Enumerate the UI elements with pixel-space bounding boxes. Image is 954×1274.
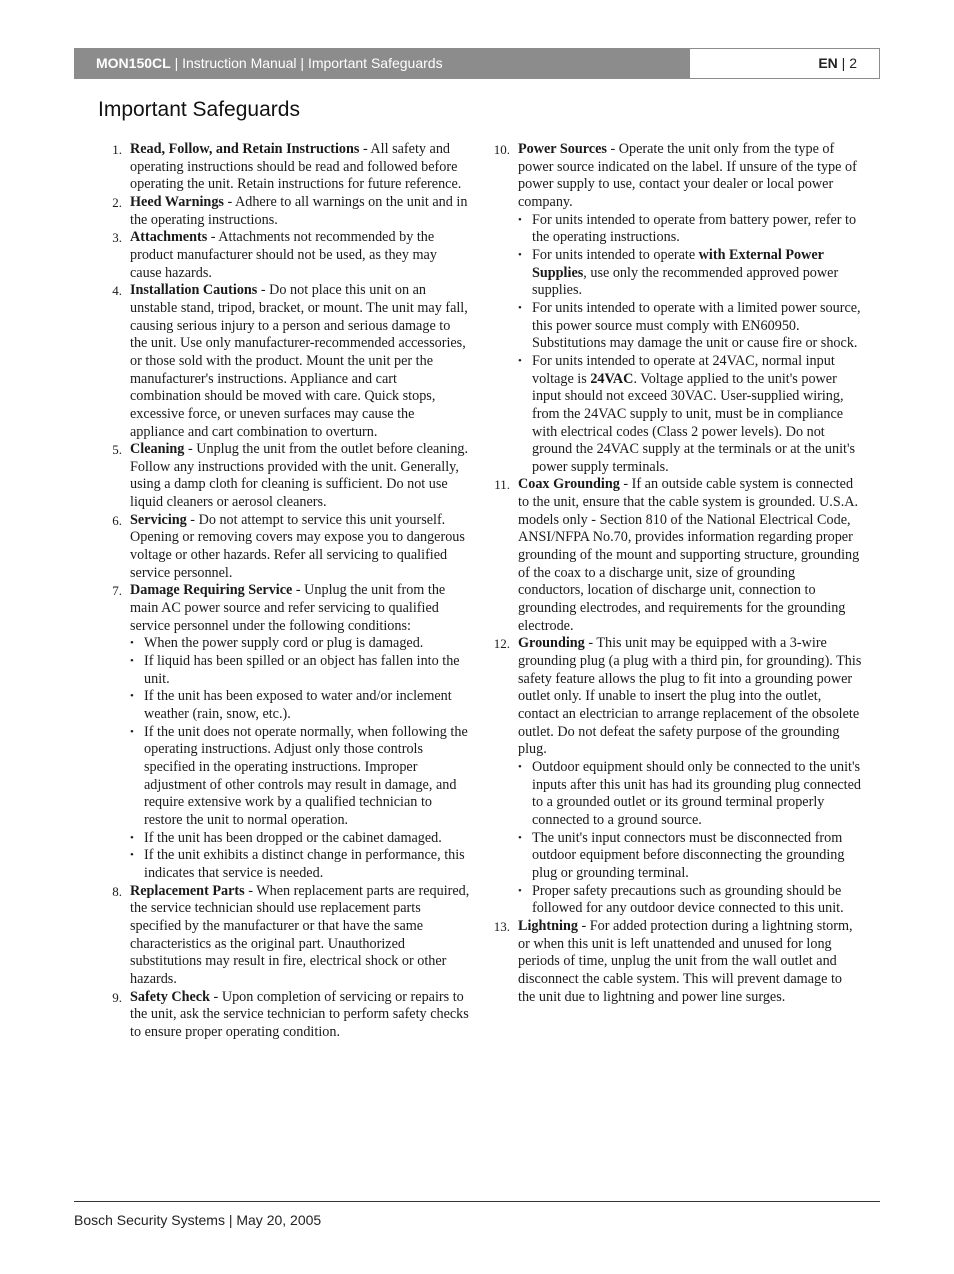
item-text: - Attachments not recommended by the product manufacturer should not be used, as they may cause hazards. bbox=[130, 229, 437, 281]
item-text: - Operate the unit only from the type of power source indicated on the label. If unsure of the type of power supply to use, contact your dealer or local power company. bbox=[518, 141, 857, 210]
bullet-text: For units intended to operate from battery power, refer to the operating instructions. bbox=[532, 211, 857, 246]
item-number: 7. bbox=[112, 583, 122, 599]
item-text: - This unit may be equipped with a 3-wire grounding plug (a plug with a third pin, for grounding). This safety feature allows the plug to fit into a grounding power outlet only. If unable to insert the plug into the outlet, contact an electrician to arrange replacement of the obsolete outlet. Do not defeat the safety purpose of the grounding plug. bbox=[518, 635, 862, 758]
bullet-item: • The unit's input connectors must be disconnected from outdoor equipment before disconnecting the grounding plug or grounding terminal. bbox=[518, 830, 862, 883]
safeguard-item bbox=[488, 141, 862, 476]
bullet-text: For units intended to operate with a limited power source, this power source must comply with EN60950. Substitutions may damage the unit or cause fire or shock. bbox=[532, 299, 861, 352]
item-text: - Upon completion of servicing or repairs to the unit, ask the service technician to perform safety checks to ensure proper operating condition. bbox=[130, 988, 469, 1040]
safeguard-item bbox=[100, 229, 470, 282]
item-term: Attachments bbox=[130, 229, 208, 246]
left-column bbox=[100, 141, 470, 1041]
bullet-emphasis: with External Power Supplies bbox=[532, 246, 824, 281]
condition-list bbox=[130, 635, 470, 882]
header-manual: Instruction Manual bbox=[182, 55, 297, 71]
bullet-item bbox=[518, 353, 862, 477]
item-term: Read, Follow, and Retain Instructions bbox=[130, 141, 360, 157]
item-term: Safety Check bbox=[130, 988, 210, 1005]
safeguard-item bbox=[100, 141, 470, 194]
bullet-item: • Proper safety precautions such as grounding should be followed for any outdoor device connected to this unit. bbox=[518, 883, 862, 918]
item-term: Heed Warnings bbox=[130, 193, 224, 210]
safeguard-item bbox=[100, 282, 470, 441]
item-term: Lightning bbox=[518, 917, 578, 934]
bullet-text: . Voltage applied to the unit's power input should not exceed 30VAC. User-supplied wiring, from the 24VAC supply to unit, must be in compliance with electrical codes (Class 2 power levels). Do not ground the 24VAC supply at the terminals or at the unit's power supply terminals. bbox=[532, 370, 856, 475]
item-text: - Unplug the unit from the outlet before cleaning. Follow any instructions provided with the unit. Generally, using a damp cloth for cleaning is sufficient. Do not use liquid cleaners or aerosol cleaners. bbox=[130, 441, 469, 511]
grounding-list bbox=[518, 759, 862, 918]
item-text: - When replacement parts are required, the service technician should use replacement parts specified by the manufacturer or that have the same characteristics as the original part. Unauthorized substitutions may result in fire, electrical shock or other hazards. bbox=[130, 882, 470, 987]
header-model: MON150CL bbox=[96, 55, 171, 71]
item-number: 1. bbox=[112, 142, 122, 157]
bullet-item: • If the unit does not operate normally, when following the operating instructions. Adjust only those controls specified in the operating instructions. Improper adjustment of other controls may result in damage, and require extensive work by a qualified technician to restore the unit to normal operation. bbox=[130, 724, 470, 830]
item-term: Replacement Parts bbox=[130, 882, 245, 899]
item-number: 2. bbox=[112, 194, 122, 210]
item-number: 9. bbox=[112, 989, 122, 1005]
safeguard-item bbox=[488, 918, 862, 1006]
item-number: 13. bbox=[493, 918, 510, 934]
page-header bbox=[74, 48, 880, 79]
item-text: - For added protection during a lightning storm, or when this unit is left unattended and unused for long periods of time, unplug the unit from the wall outlet and disconnect the cable system. This will prevent damage to the unit due to lightning and power line surges. bbox=[518, 917, 853, 1005]
item-term: Coax Grounding bbox=[518, 476, 620, 493]
header-language: EN bbox=[818, 55, 838, 71]
header-bar bbox=[74, 48, 690, 79]
safeguard-item bbox=[100, 582, 470, 882]
bullet-text: For units intended to operate at 24VAC, normal input voltage is bbox=[532, 352, 835, 387]
item-text: - All safety and operating instructions should be read and followed before operating the unit. Retain instructions for future reference. bbox=[130, 141, 462, 193]
item-term: Servicing bbox=[130, 511, 187, 528]
safeguard-item bbox=[100, 883, 470, 989]
item-number: 8. bbox=[112, 883, 122, 899]
item-number: 4. bbox=[112, 283, 122, 299]
safeguard-item bbox=[100, 194, 470, 229]
safeguard-item bbox=[488, 476, 862, 635]
item-number: 12. bbox=[493, 636, 510, 652]
bullet-item bbox=[518, 300, 862, 353]
page-number: 2 bbox=[849, 55, 857, 71]
bullet-item bbox=[518, 247, 862, 300]
bullet-item: • If the unit exhibits a distinct change in performance, this indicates that service is needed. bbox=[130, 847, 470, 882]
bullet-text: , use only the recommended approved power supplies. bbox=[532, 264, 839, 299]
item-term: Installation Cautions bbox=[130, 282, 258, 299]
bullet-item: • If liquid has been spilled or an object has fallen into the unit. bbox=[130, 653, 470, 688]
item-number: 10. bbox=[493, 142, 510, 157]
header-separator: | bbox=[296, 55, 308, 71]
power-source-list bbox=[518, 212, 862, 477]
item-term: Cleaning bbox=[130, 441, 185, 458]
item-number: 6. bbox=[112, 512, 122, 528]
bullet-item: • If the unit has been exposed to water and/or inclement weather (rain, snow, etc.). bbox=[130, 688, 470, 723]
bullet-emphasis: 24VAC bbox=[590, 370, 634, 387]
item-term: Damage Requiring Service bbox=[130, 582, 293, 599]
item-term: Grounding bbox=[518, 635, 585, 652]
bullet-item: • If the unit has been dropped or the cabinet damaged. bbox=[130, 830, 470, 848]
header-breadcrumb bbox=[96, 48, 443, 79]
bullet-item bbox=[518, 212, 862, 247]
item-number: 11. bbox=[494, 477, 510, 493]
item-text: - Do not place this unit on an unstable stand, tripod, bracket, or mount. The unit may fall, causing serious injury to a person and serious damage to the unit. Use only manufacturer-recommended accessories, or those sold with the product. Mount the unit per the manufacturer's instructions. Appliance and cart combination should be moved with care. Quick stops, excessive force, or uneven surfaces may cause the appliance and cart combination to overturn. bbox=[130, 282, 468, 440]
safeguard-item bbox=[100, 989, 470, 1042]
page-title: Important Safeguards bbox=[98, 98, 300, 121]
bullet-item: • Outdoor equipment should only be connected to the unit's inputs after this unit has had its grounding plug connected to a grounded outlet or its ground terminal properly connected to a ground source. bbox=[518, 759, 862, 830]
item-term: Power Sources bbox=[518, 141, 607, 157]
header-separator: | bbox=[837, 55, 850, 71]
item-text: - Adhere to all warnings on the unit and in the operating instructions. bbox=[130, 193, 468, 228]
header-page-box bbox=[690, 48, 880, 79]
footer-divider bbox=[74, 1201, 880, 1202]
right-column bbox=[488, 141, 862, 1006]
safeguard-item bbox=[100, 512, 470, 583]
header-page-info bbox=[818, 49, 857, 78]
page-footer: Bosch Security Systems | May 20, 2005 bbox=[74, 1212, 322, 1228]
safeguard-item bbox=[488, 635, 862, 918]
item-text: - If an outside cable system is connected to the unit, ensure that the cable system is grounded. U.S.A. models only - Section 810 of the National Electrical Code, ANSI/NFPA No.70, provides information regarding proper grounding of the mount and supporting structure, grounding of the coax to a discharge unit, size of grounding conductors, location of discharge unit, connection to grounding electrodes, and requirements for the grounding electrode. bbox=[518, 476, 860, 634]
header-section: Important Safeguards bbox=[307, 55, 443, 71]
item-text: - Unplug the unit from the main AC power source and refer servicing to qualified service personnel under the following conditions: bbox=[130, 582, 446, 634]
item-number: 3. bbox=[112, 230, 122, 246]
item-number: 5. bbox=[112, 442, 122, 458]
safeguard-list-left bbox=[100, 141, 470, 1041]
bullet-item: • When the power supply cord or plug is damaged. bbox=[130, 635, 470, 653]
header-separator: | bbox=[170, 55, 183, 71]
item-text: - Do not attempt to service this unit yourself. Opening or removing covers may expose you to dangerous voltage or other hazards. Refer all servicing to qualified service personnel. bbox=[130, 511, 465, 581]
bullet-text: For units intended to operate bbox=[532, 246, 699, 263]
safeguard-list-right bbox=[488, 141, 862, 1006]
safeguard-item bbox=[100, 441, 470, 512]
